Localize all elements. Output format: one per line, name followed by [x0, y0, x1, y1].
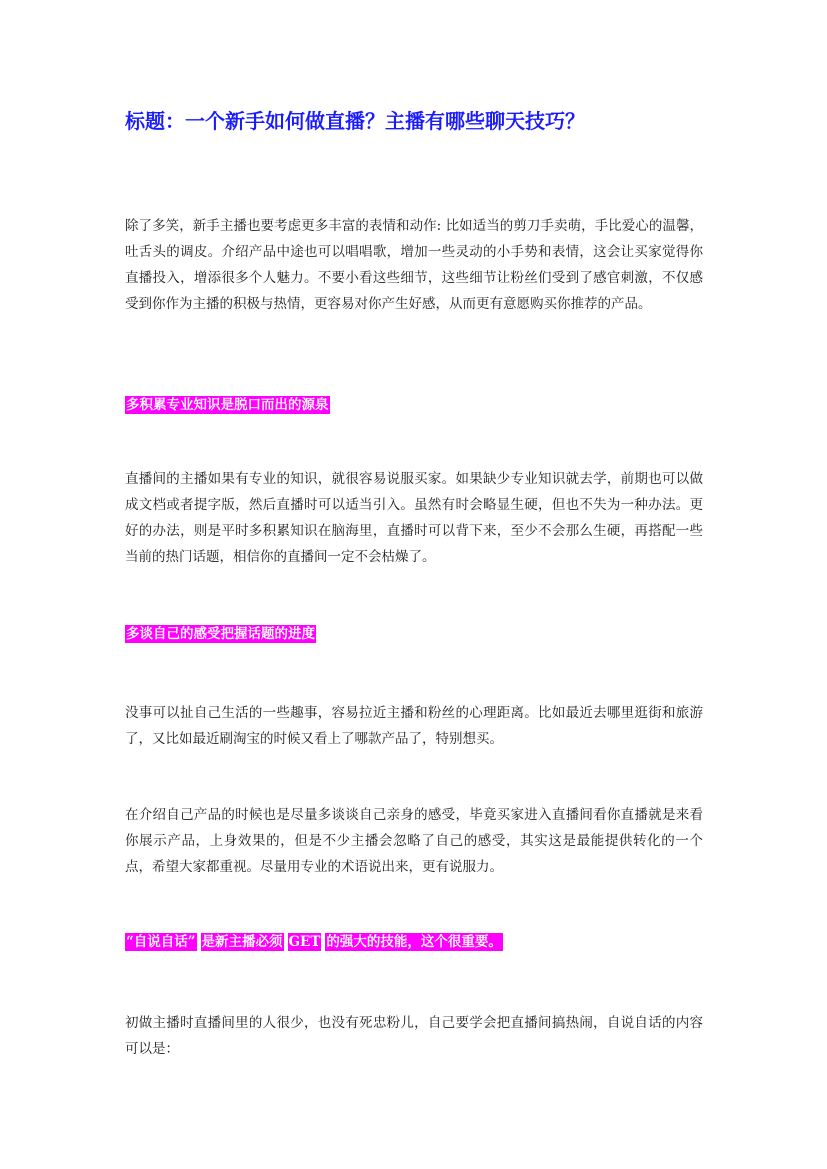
heading-highlight: 是新主播必须: [201, 934, 283, 950]
heading-highlight: GET: [288, 934, 321, 950]
heading-highlight: “自说自话”: [126, 934, 196, 950]
paragraph-expressions: 除了多笑，新手主播也要考虑更多丰富的表情和动作: 比如适当的剪刀手卖萌，手比爱心的温馨，吐舌头的调皮。介绍产品中途也可以唱唱歌，增加一些灵动的小手势和表情，这会让买家觉得你直播投入，增添很多个人魅力。不要小看这些细节，这些细节让粉丝们受到了感官刺激，不仅感受到你作为主播的积极与热情，更容易对你产生好感，从而更有意愿购买你推荐的产品。: [125, 218, 703, 312]
heading-highlight: 的强大的技能，这个很重要。: [326, 934, 502, 950]
section-heading-self-talk: [125, 932, 503, 952]
section-heading-feelings: [125, 624, 316, 644]
document-title: 标题：一个新手如何做直播？主播有哪些聊天技巧？: [125, 109, 585, 133]
heading-highlight: 多谈自己的感受把握话题的进度: [126, 626, 315, 642]
section-heading-knowledge: [125, 395, 330, 415]
paragraph-self-talk: 初做主播时直播间里的人很少，也没有死忠粉儿，自己要学会把直播间搞热闹，自说自话的内容可以是：: [125, 1015, 703, 1057]
paragraph-product-feelings: 在介绍自己产品的时候也是尽量多谈谈自己亲身的感受，毕竟买家进入直播间看你直播就是来看你展示产品，上身效果的，但是不少主播会忽略了自己的感受，其实这是最能提供转化的一个点，希望大家都重视。尽量用专业的术语说出来，更有说服力。: [125, 807, 703, 875]
paragraph-life-stories: 没事可以扯自己生活的一些趣事，容易拉近主播和粉丝的心理距离。比如最近去哪里逛街和旅游了，又比如最近刷淘宝的时候又看上了哪款产品了，特别想买。: [125, 705, 703, 747]
heading-highlight: 多积累专业知识是脱口而出的源泉: [126, 397, 329, 413]
paragraph-knowledge: 直播间的主播如果有专业的知识，就很容易说服买家。如果缺少专业知识就去学，前期也可以做成文档或者提字版，然后直播时可以适当引入。虽然有时会略显生硬，但也不失为一种办法。更好的办法，则是平时多积累知识在脑海里，直播时可以背下来，至少不会那么生硬，再搭配一些当前的热门话题，相信你的直播间一定不会枯燥了。: [125, 471, 703, 565]
